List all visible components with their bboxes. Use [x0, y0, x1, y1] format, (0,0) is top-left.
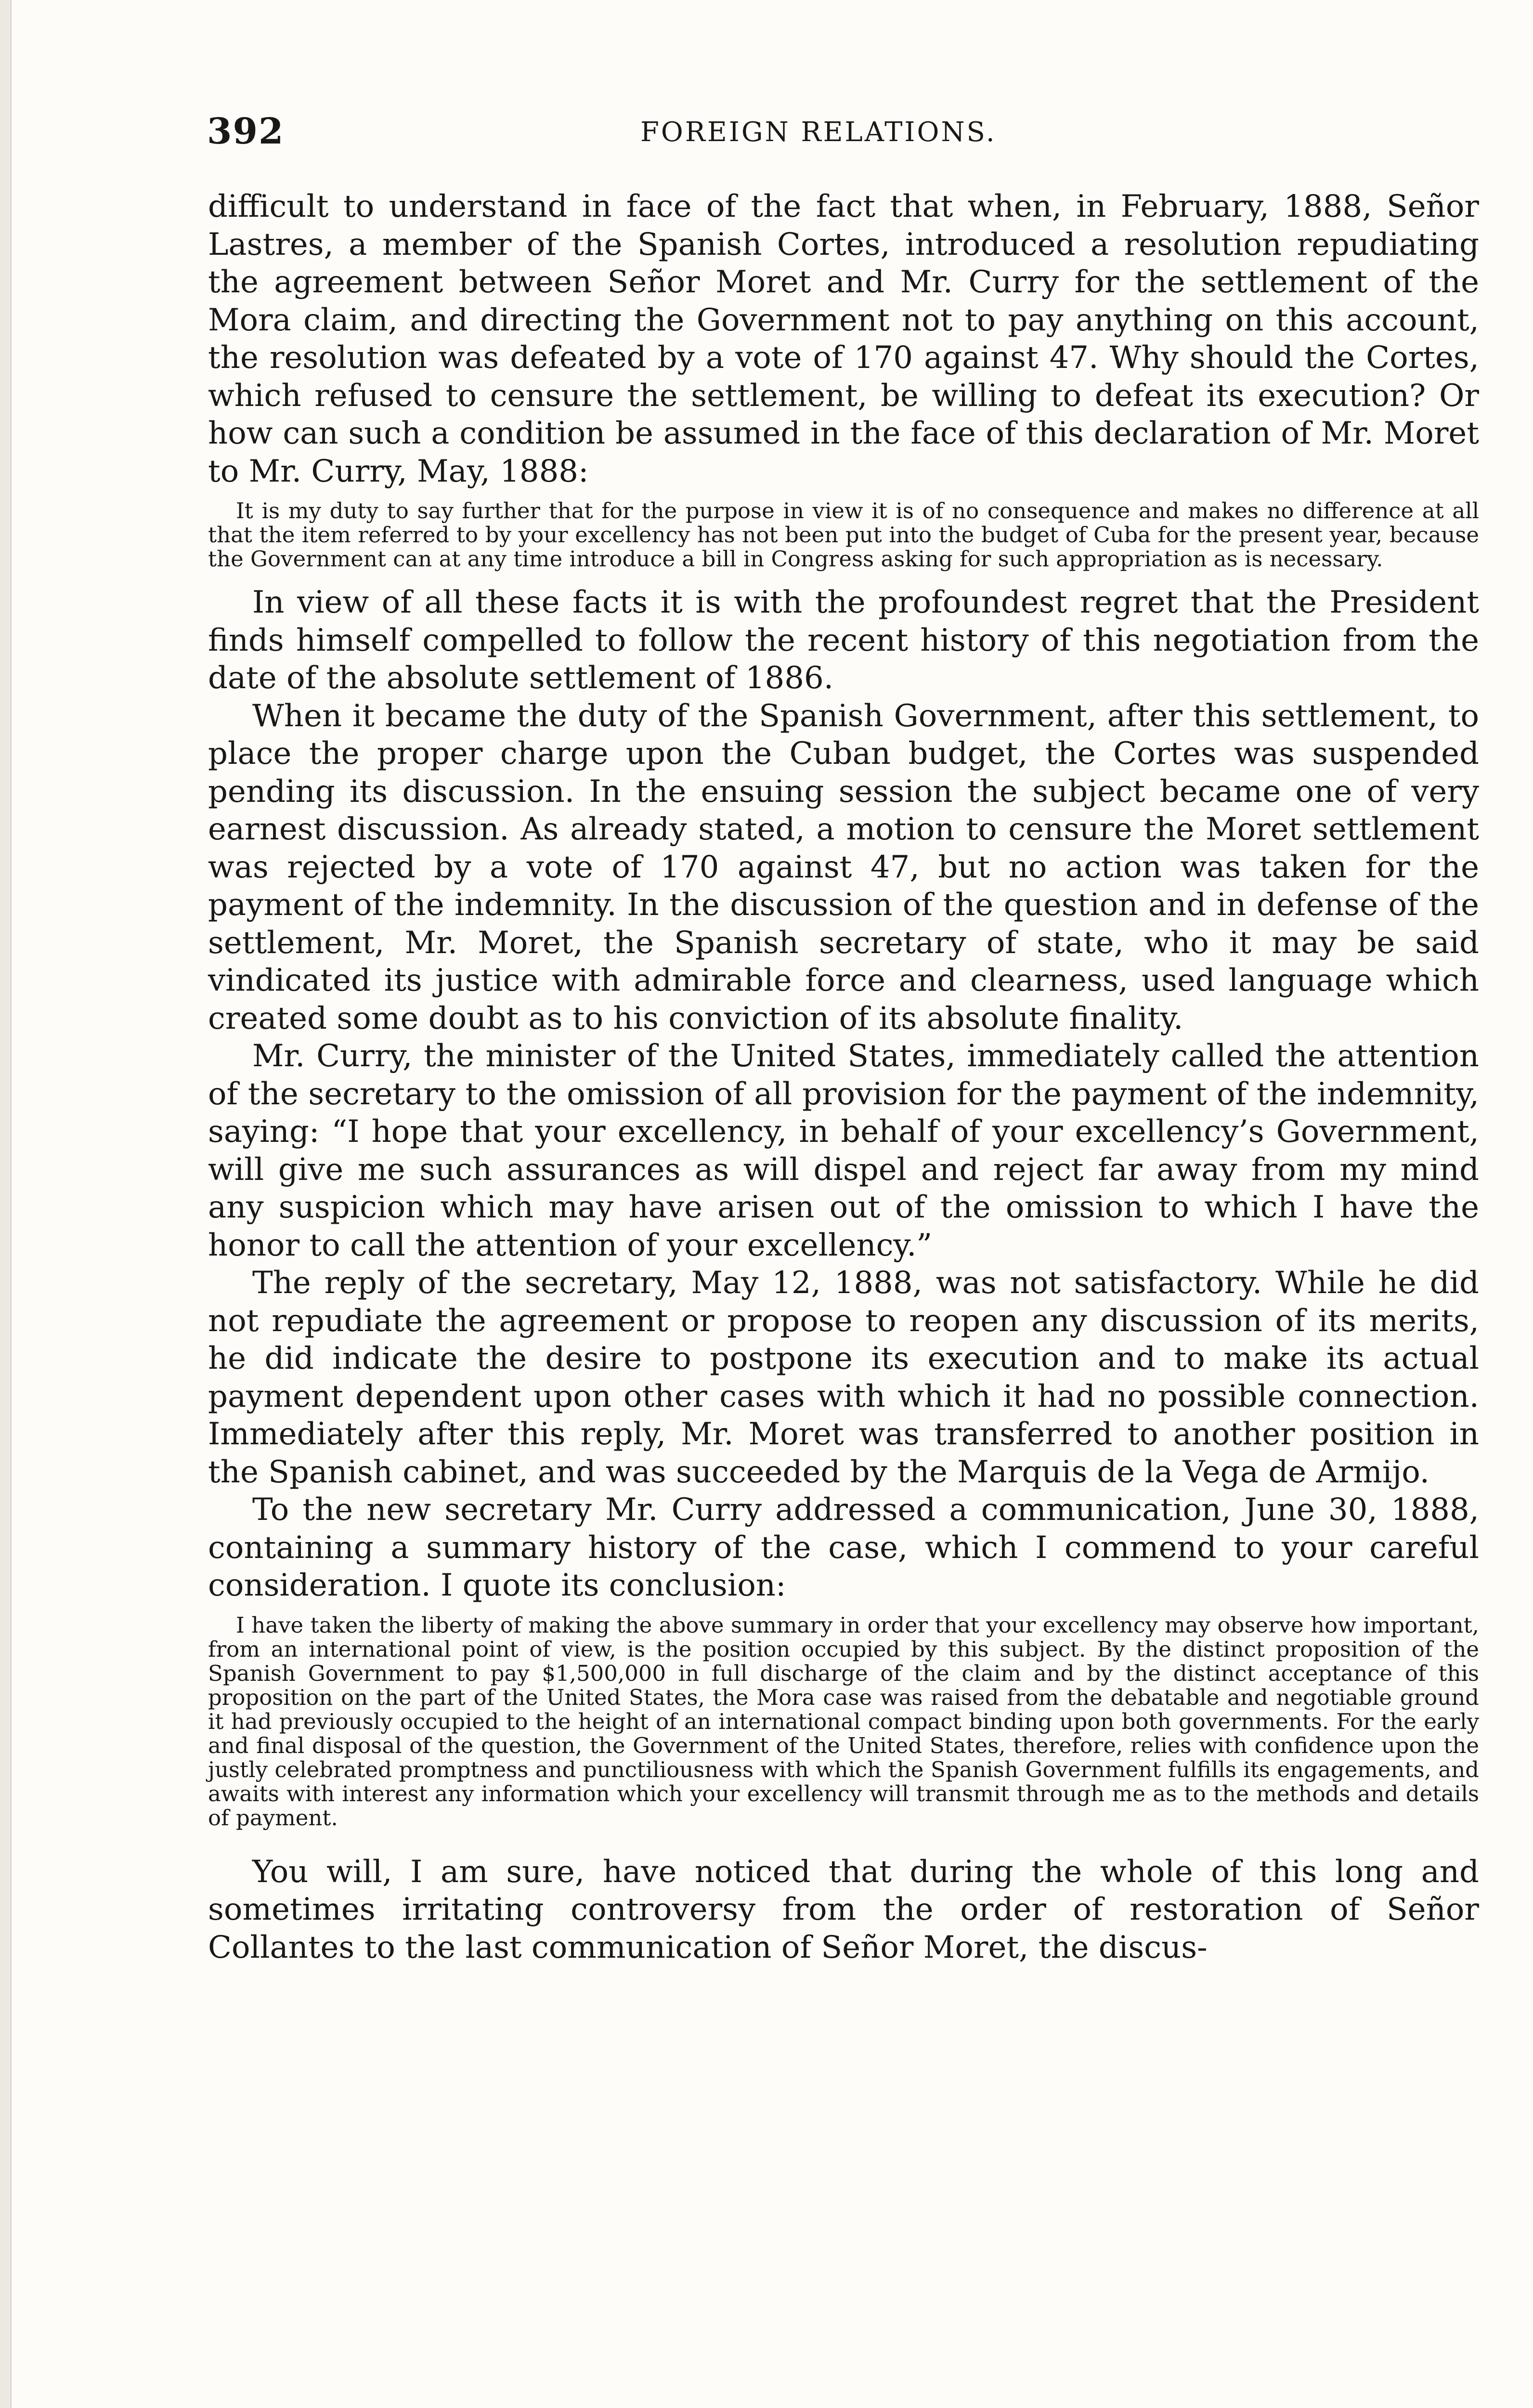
paragraph-spanish-government-duty: When it became the duty of the Spanish Government, after this settlement, to place the proper charge upon the Cuban budget, the Cortes was suspended pending its discussion. In the ensuing session the subject became one of very earnest discussion. As already stated, a motion to censure the Moret settlement was rejected by a vote of 170 against 47, but no action was taken for the payment of the indemnity. In the discussion of the question and in defense of the settlement, Mr. Moret, the Spanish secretary of state, who it may be said vindicated its justice with admirable force and clearness, used language which created some doubt as to his conviction of its absolute finality.: [208, 698, 1479, 1036]
page-edge: [0, 0, 12, 2408]
running-title: FOREIGN RELATIONS.: [640, 117, 997, 148]
paragraph-mr-curry: Mr. Curry, the minister of the United States, immediately called the attention of the secretary to the omission of all provision for the payment of the indemnity, saying: “I hope that your excellency, in behalf of your excellency’s Government, will give me such assurances as will dispel and reject far away from my mind any suspicion which may have arisen out of the omission to which I have the honor to call the attention of your excellency.”: [208, 1038, 1479, 1263]
page-body: [208, 188, 1479, 1966]
paragraph-reply-of-secretary: The reply of the secretary, May 12, 1888, was not satisfactory. While he did not repudiate the agreement or propose to reopen any discussion of its merits, he did indicate the desire to postpone its execution and to make its actual payment dependent upon other cases with which it had no possible connection. Immediately after this reply, Mr. Moret was transferred to another position in the Spanish cabinet, and was succeeded by the Marquis de la Vega de Armijo.: [208, 1265, 1479, 1490]
paragraph-new-secretary: To the new secretary Mr. Curry addressed a communication, June 30, 1888, containing a summary history of the case, which I commend to your careful consideration. I quote its conclusion:: [208, 1492, 1479, 1603]
paragraph-profoundest-regret: In view of all these facts it is with the profoundest regret that the President finds himself compelled to follow the recent history of this negotiation from the date of the absolute settlement of 1886.: [208, 585, 1479, 696]
page-number: 392: [207, 111, 285, 152]
page-header: [207, 111, 1507, 164]
paragraph-controversy: You will, I am sure, have noticed that during the whole of this long and sometimes irritating controversy from the order of restoration of Señor Collantes to the last communication of Señor Moret, the discus-: [208, 1854, 1479, 1965]
paragraph-continued: difficult to understand in face of the fact that when, in February, 1888, Señor Lastres, a member of the Spanish Cortes, introduced a resolution repudiating the agreement between Señor Moret and Mr. Curry for the settlement of the Mora claim, and directing the Government not to pay anything on this account, the resolution was defeated by a vote of 170 against 47. Why should the Cortes, which refused to censure the settlement, be willing to defeat its execution? Or how can such a condition be assumed in the face of this declaration of Mr. Moret to Mr. Curry, May, 1888:: [208, 189, 1479, 489]
block-quote-curry-conclusion: I have taken the liberty of making the above summary in order that your excellency may observe how important, from an international point of view, is the position occupied by this subject. By the distinct proposition of the Spanish Government to pay $1,500,000 in full discharge of the claim and by the distinct acceptance of this proposition on the part of the United States, the Mora case was raised from the debatable and negotiable ground it had previously occupied to the height of an international compact binding upon both governments. For the early and final disposal of the question, the Government of the United States, therefore, relies with confidence upon the justly celebrated promptness and punctiliousness with which the Spanish Government fulfills its engagements, and awaits with interest any information which your excellency will transmit through me as to the methods and details of payment.: [208, 1612, 1479, 1831]
block-quote-moret: It is my duty to say further that for the purpose in view it is of no consequence and makes no difference at all that the item referred to by your excellency has not been put into the budget of Cuba for the present year, because the Government can at any time introduce a bill in Congress asking for such appropriation as is necessary.: [208, 498, 1479, 572]
